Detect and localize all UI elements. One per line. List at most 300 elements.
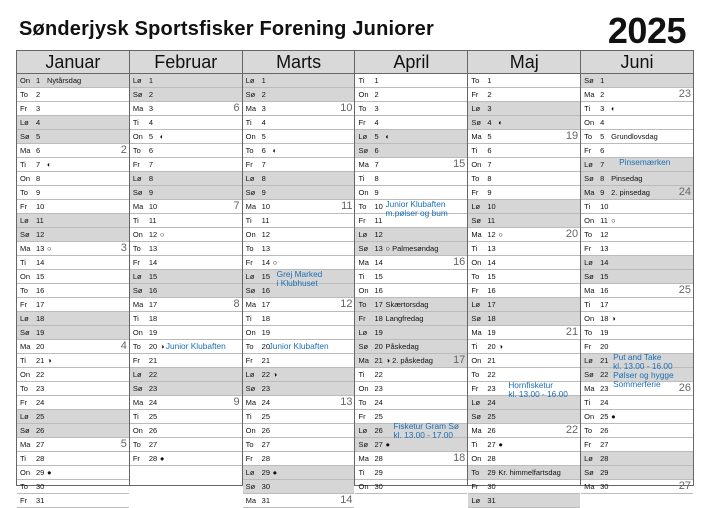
day-row: [581, 284, 693, 298]
day-row: [468, 130, 580, 144]
day-row: [581, 312, 693, 326]
holiday-label: Langfredag: [385, 314, 424, 323]
day-number: 19: [148, 328, 158, 337]
day-number: 26: [36, 426, 45, 435]
day-number: 4: [36, 118, 41, 127]
day-row: [355, 102, 467, 116]
day-row: [243, 494, 355, 508]
week-number: 14: [340, 494, 353, 506]
day-number: 13: [148, 244, 158, 253]
week-number: 13: [340, 396, 353, 408]
moon-phase-icon: ●: [611, 412, 616, 421]
event-note-line: Pølser og hygge: [613, 370, 674, 380]
weekday-label: On: [245, 328, 256, 337]
moon-phase-icon: ◐: [47, 160, 52, 169]
day-number: 17: [261, 300, 270, 309]
day-number: 17: [148, 300, 158, 309]
day-number: 20: [36, 342, 45, 351]
day-number: 10: [36, 202, 45, 211]
day-row: [17, 312, 129, 326]
week-number: 8: [233, 298, 240, 310]
day-number: 20: [487, 342, 496, 351]
day-number: 6: [374, 146, 379, 155]
weekday-label: Sø: [20, 230, 30, 239]
day-number: 9: [36, 188, 41, 197]
day-number: 30: [36, 482, 45, 491]
day-number: 4: [148, 118, 153, 127]
event-note: [166, 342, 226, 351]
day-row: [243, 354, 355, 368]
weekday-label: To: [584, 230, 593, 239]
weekday-label: On: [245, 426, 256, 435]
day-number: 6: [487, 146, 492, 155]
weekday-label: Sø: [20, 132, 30, 141]
weekday-label: Ti: [471, 244, 478, 253]
day-number: 14: [36, 258, 45, 267]
weekday-label: To: [245, 342, 254, 351]
day-number: 2: [374, 90, 379, 99]
day-row: [17, 326, 129, 340]
day-number: 19: [374, 328, 383, 337]
day-row: [17, 102, 129, 116]
day-number: 8: [600, 174, 605, 183]
day-row: [17, 354, 129, 368]
day-number: 9: [600, 188, 605, 197]
day-row: [130, 144, 242, 158]
day-number: 12: [261, 230, 270, 239]
day-row: [243, 312, 355, 326]
weekday-label: Sø: [358, 342, 369, 351]
day-row: [581, 144, 693, 158]
day-row: [130, 452, 242, 466]
weekday-label: Ma: [358, 356, 369, 365]
weekday-label: On: [358, 482, 369, 491]
weekday-label: Fr: [471, 90, 479, 99]
day-row: [581, 298, 693, 312]
weekday-label: Sø: [245, 482, 256, 491]
weekday-label: On: [245, 230, 256, 239]
weekday-label: Sø: [20, 328, 30, 337]
day-row: [355, 186, 467, 200]
day-row: [130, 102, 242, 116]
day-number: 14: [487, 258, 496, 267]
weekday-label: Fr: [245, 454, 253, 463]
day-row: [243, 466, 355, 480]
day-number: 26: [261, 426, 270, 435]
day-row: [581, 396, 693, 410]
day-row: [243, 228, 355, 242]
day-row: [17, 130, 129, 144]
day-row: [130, 256, 242, 270]
page-title: Sønderjysk Sportsfisker Forening Juniorer: [19, 18, 434, 40]
day-row: [130, 284, 242, 298]
day-row: [243, 396, 355, 410]
day-number: 15: [374, 272, 383, 281]
event-note-line: Junior Klubaften: [385, 199, 446, 209]
moon-phase-icon: ●: [272, 468, 278, 477]
week-number: 2: [120, 144, 127, 156]
weekday-label: On: [584, 118, 595, 127]
day-row: [581, 438, 693, 452]
month-header: April: [355, 51, 467, 74]
day-row: [355, 396, 467, 410]
day-number: 26: [487, 426, 496, 435]
event-note-line: i Klubhuset: [276, 278, 318, 288]
day-number: 19: [36, 328, 45, 337]
day-number: 12: [374, 230, 383, 239]
weekday-label: Ma: [245, 104, 257, 113]
weekday-label: Lø: [20, 314, 29, 323]
day-row: [468, 466, 580, 480]
event-note-line: Pinsemærken: [619, 157, 671, 167]
weekday-label: To: [20, 90, 28, 99]
weekday-label: Sø: [471, 412, 481, 421]
weekday-label: Ma: [245, 398, 257, 407]
day-row: [17, 438, 129, 452]
day-row: [243, 410, 355, 424]
weekday-label: Fr: [358, 216, 366, 225]
day-number: 7: [36, 160, 41, 169]
day-number: 6: [261, 146, 266, 155]
week-number: 10: [340, 102, 353, 114]
day-number: 19: [261, 328, 270, 337]
weekday-label: Sø: [471, 118, 481, 127]
day-number: 13: [374, 244, 383, 253]
weekday-label: On: [471, 160, 482, 169]
day-row: [581, 228, 693, 242]
week-number: 9: [233, 396, 240, 408]
day-row: [355, 130, 467, 144]
weekday-label: Ma: [245, 496, 257, 505]
weekday-label: Lø: [471, 104, 481, 113]
moon-phase-icon: ○: [272, 258, 278, 267]
day-number: 20: [374, 342, 383, 351]
weekday-label: Fr: [584, 440, 592, 449]
weekday-label: Ti: [584, 398, 591, 407]
day-number: 30: [374, 482, 383, 491]
event-note: [613, 353, 673, 389]
day-row: [243, 186, 355, 200]
day-number: 17: [600, 300, 609, 309]
day-row: [581, 466, 693, 480]
day-number: 1: [36, 76, 41, 85]
day-row: [468, 354, 580, 368]
weekday-label: To: [20, 286, 28, 295]
day-number: 7: [148, 160, 153, 169]
day-row: [243, 382, 355, 396]
day-number: 16: [374, 286, 383, 295]
calendar-grid: [16, 50, 694, 506]
weekday-label: Sø: [245, 384, 256, 393]
weekday-label: To: [245, 440, 254, 449]
weekday-label: Lø: [471, 202, 481, 211]
day-number: 28: [600, 454, 609, 463]
weekday-label: Lø: [245, 370, 255, 379]
day-number: 7: [374, 160, 379, 169]
month-header: Marts: [243, 51, 355, 74]
day-number: 23: [36, 384, 45, 393]
day-number: 24: [600, 398, 609, 407]
day-row: [581, 424, 693, 438]
day-number: 9: [261, 188, 266, 197]
weekday-label: Ti: [358, 76, 365, 85]
day-row: [17, 298, 129, 312]
day-row: [130, 88, 242, 102]
week-number: 6: [233, 102, 240, 114]
weekday-label: On: [358, 188, 369, 197]
event-note-line: kl. 13.00 - 16.00: [508, 389, 568, 399]
weekday-label: To: [358, 398, 367, 407]
day-number: 5: [600, 132, 605, 141]
day-row: [355, 270, 467, 284]
month-column: [580, 51, 693, 492]
day-number: 30: [487, 482, 496, 491]
day-row: [130, 228, 242, 242]
day-number: 16: [36, 286, 45, 295]
weekday-label: To: [132, 440, 141, 449]
day-row: [17, 452, 129, 466]
day-number: 7: [261, 160, 266, 169]
day-row: [581, 480, 693, 494]
day-number: 24: [487, 398, 496, 407]
moon-phase-icon: ○: [611, 216, 616, 225]
day-row: [468, 480, 580, 494]
weekday-label: Ti: [245, 216, 252, 225]
weekday-label: Lø: [20, 216, 29, 225]
weekday-label: Sø: [584, 272, 594, 281]
weekday-label: Sø: [471, 216, 481, 225]
day-number: 28: [261, 454, 270, 463]
day-number: 15: [148, 272, 158, 281]
day-number: 28: [374, 454, 383, 463]
year-label: 2025: [607, 10, 686, 51]
day-row: [243, 214, 355, 228]
day-row: [130, 130, 242, 144]
day-number: 3: [36, 104, 41, 113]
weekday-label: To: [20, 188, 28, 197]
month-column: [129, 51, 242, 485]
day-number: 5: [487, 132, 492, 141]
day-number: 27: [374, 440, 383, 449]
day-number: 25: [374, 412, 383, 421]
weekday-label: Lø: [132, 370, 142, 379]
day-number: 18: [261, 314, 270, 323]
day-number: 11: [148, 216, 157, 225]
moon-phase-icon: ●: [385, 440, 391, 449]
event-note-line: kl. 13.00 - 16.00: [613, 361, 673, 371]
day-row: [355, 326, 467, 340]
week-number: 17: [453, 354, 466, 366]
day-row: [355, 452, 467, 466]
day-number: 12: [148, 230, 158, 239]
day-number: 31: [261, 496, 270, 505]
weekday-label: On: [20, 76, 31, 85]
event-note-line: Hornfisketur: [508, 380, 554, 390]
weekday-label: Sø: [132, 188, 143, 197]
day-number: 5: [374, 132, 379, 141]
day-row: [581, 256, 693, 270]
weekday-label: Sø: [132, 90, 143, 99]
day-row: [17, 116, 129, 130]
day-row: [355, 284, 467, 298]
day-row: [468, 88, 580, 102]
weekday-label: Ma: [358, 454, 369, 463]
month-column: [242, 51, 355, 506]
week-number: 25: [678, 284, 691, 296]
weekday-label: On: [132, 132, 143, 141]
day-row: [468, 312, 580, 326]
day-number: 16: [487, 286, 496, 295]
day-row: [130, 186, 242, 200]
weekday-label: Ma: [132, 202, 144, 211]
moon-phase-icon: ◑: [47, 356, 52, 365]
day-number: 4: [600, 118, 605, 127]
weekday-label: Fr: [132, 160, 140, 169]
day-number: 1: [600, 76, 605, 85]
day-row: [468, 186, 580, 200]
day-number: 11: [374, 216, 383, 225]
day-number: 1: [374, 76, 379, 85]
day-row: [17, 410, 129, 424]
day-number: 15: [261, 272, 270, 281]
day-row: [130, 424, 242, 438]
month-days: [355, 74, 467, 494]
weekday-label: Ti: [245, 118, 252, 127]
weekday-label: Ma: [20, 440, 31, 449]
day-number: 29: [374, 468, 383, 477]
day-row: [17, 200, 129, 214]
day-row: [130, 298, 242, 312]
day-row: [130, 368, 242, 382]
weekday-label: Lø: [584, 160, 593, 169]
weekday-label: Sø: [584, 76, 594, 85]
week-number: 20: [565, 228, 579, 240]
day-row: [243, 256, 355, 270]
day-number: 3: [148, 104, 153, 113]
day-number: 11: [36, 216, 44, 225]
weekday-label: On: [132, 230, 143, 239]
week-number: 23: [678, 88, 691, 100]
day-row: [17, 256, 129, 270]
day-row: [468, 158, 580, 172]
weekday-label: Sø: [358, 146, 369, 155]
week-number: 15: [453, 158, 466, 170]
weekday-label: Sø: [132, 286, 143, 295]
day-row: [130, 158, 242, 172]
day-row: [468, 326, 580, 340]
weekday-label: Fr: [358, 412, 366, 421]
day-number: 21: [36, 356, 45, 365]
day-number: 11: [600, 216, 608, 225]
day-number: 23: [600, 384, 609, 393]
day-row: [468, 494, 580, 508]
day-row: [17, 424, 129, 438]
day-number: 5: [36, 132, 41, 141]
day-row: [355, 256, 467, 270]
day-row: [581, 102, 693, 116]
moon-phase-icon: ●: [159, 454, 165, 463]
day-row: [243, 158, 355, 172]
day-number: 14: [148, 258, 158, 267]
event-note-line: Put and Take: [613, 352, 662, 362]
holiday-label: Grundlovsdag: [611, 132, 658, 141]
weekday-label: Lø: [584, 454, 593, 463]
day-row: [243, 298, 355, 312]
event-note-line: kl. 13.00 - 17.00: [393, 430, 453, 440]
weekday-label: To: [358, 202, 367, 211]
weekday-label: Ma: [358, 258, 369, 267]
day-row: [355, 88, 467, 102]
day-row: [355, 242, 467, 256]
day-number: 8: [148, 174, 153, 183]
day-number: 12: [487, 230, 496, 239]
day-number: 23: [374, 384, 383, 393]
day-number: 4: [374, 118, 379, 127]
day-number: 12: [36, 230, 45, 239]
day-number: 19: [600, 328, 609, 337]
day-number: 1: [487, 76, 492, 85]
day-row: [581, 130, 693, 144]
day-row: [468, 410, 580, 424]
weekday-label: Sø: [584, 370, 594, 379]
weekday-label: Ti: [132, 314, 139, 323]
week-number: 11: [341, 200, 353, 212]
day-row: [581, 74, 693, 88]
day-row: [581, 326, 693, 340]
day-number: 22: [261, 370, 270, 379]
weekday-label: Ti: [471, 440, 478, 449]
day-row: [17, 340, 129, 354]
holiday-label: ○ Palmesøndag: [385, 244, 439, 253]
weekday-label: Ma: [20, 146, 31, 155]
weekday-label: Lø: [358, 230, 368, 239]
weekday-label: On: [471, 356, 482, 365]
day-row: [243, 242, 355, 256]
day-number: 10: [487, 202, 496, 211]
moon-phase-icon: ●: [47, 468, 52, 477]
day-row: [355, 74, 467, 88]
weekday-label: Fr: [358, 314, 366, 323]
day-number: 1: [261, 76, 266, 85]
day-number: 5: [261, 132, 266, 141]
weekday-label: On: [358, 286, 369, 295]
day-number: 24: [36, 398, 45, 407]
weekday-label: Lø: [584, 356, 593, 365]
day-number: 16: [600, 286, 609, 295]
day-number: 6: [600, 146, 605, 155]
day-row: [243, 424, 355, 438]
day-number: 25: [487, 412, 496, 421]
day-number: 31: [36, 496, 45, 505]
day-number: 27: [261, 440, 270, 449]
weekday-label: To: [471, 468, 480, 477]
weekday-label: Lø: [471, 398, 481, 407]
event-note: [619, 158, 670, 167]
day-row: [581, 270, 693, 284]
week-number: 19: [565, 130, 579, 142]
holiday-label: ◑ 2. påskedag: [385, 356, 433, 365]
day-row: [468, 200, 580, 214]
moon-phase-icon: ◑: [611, 314, 616, 323]
day-number: 14: [261, 258, 270, 267]
day-row: [581, 214, 693, 228]
moon-phase-icon: ◐: [611, 104, 616, 113]
day-number: 28: [487, 454, 496, 463]
weekday-label: Sø: [245, 188, 256, 197]
day-row: [243, 172, 355, 186]
day-row: [355, 116, 467, 130]
day-row: [17, 494, 129, 508]
